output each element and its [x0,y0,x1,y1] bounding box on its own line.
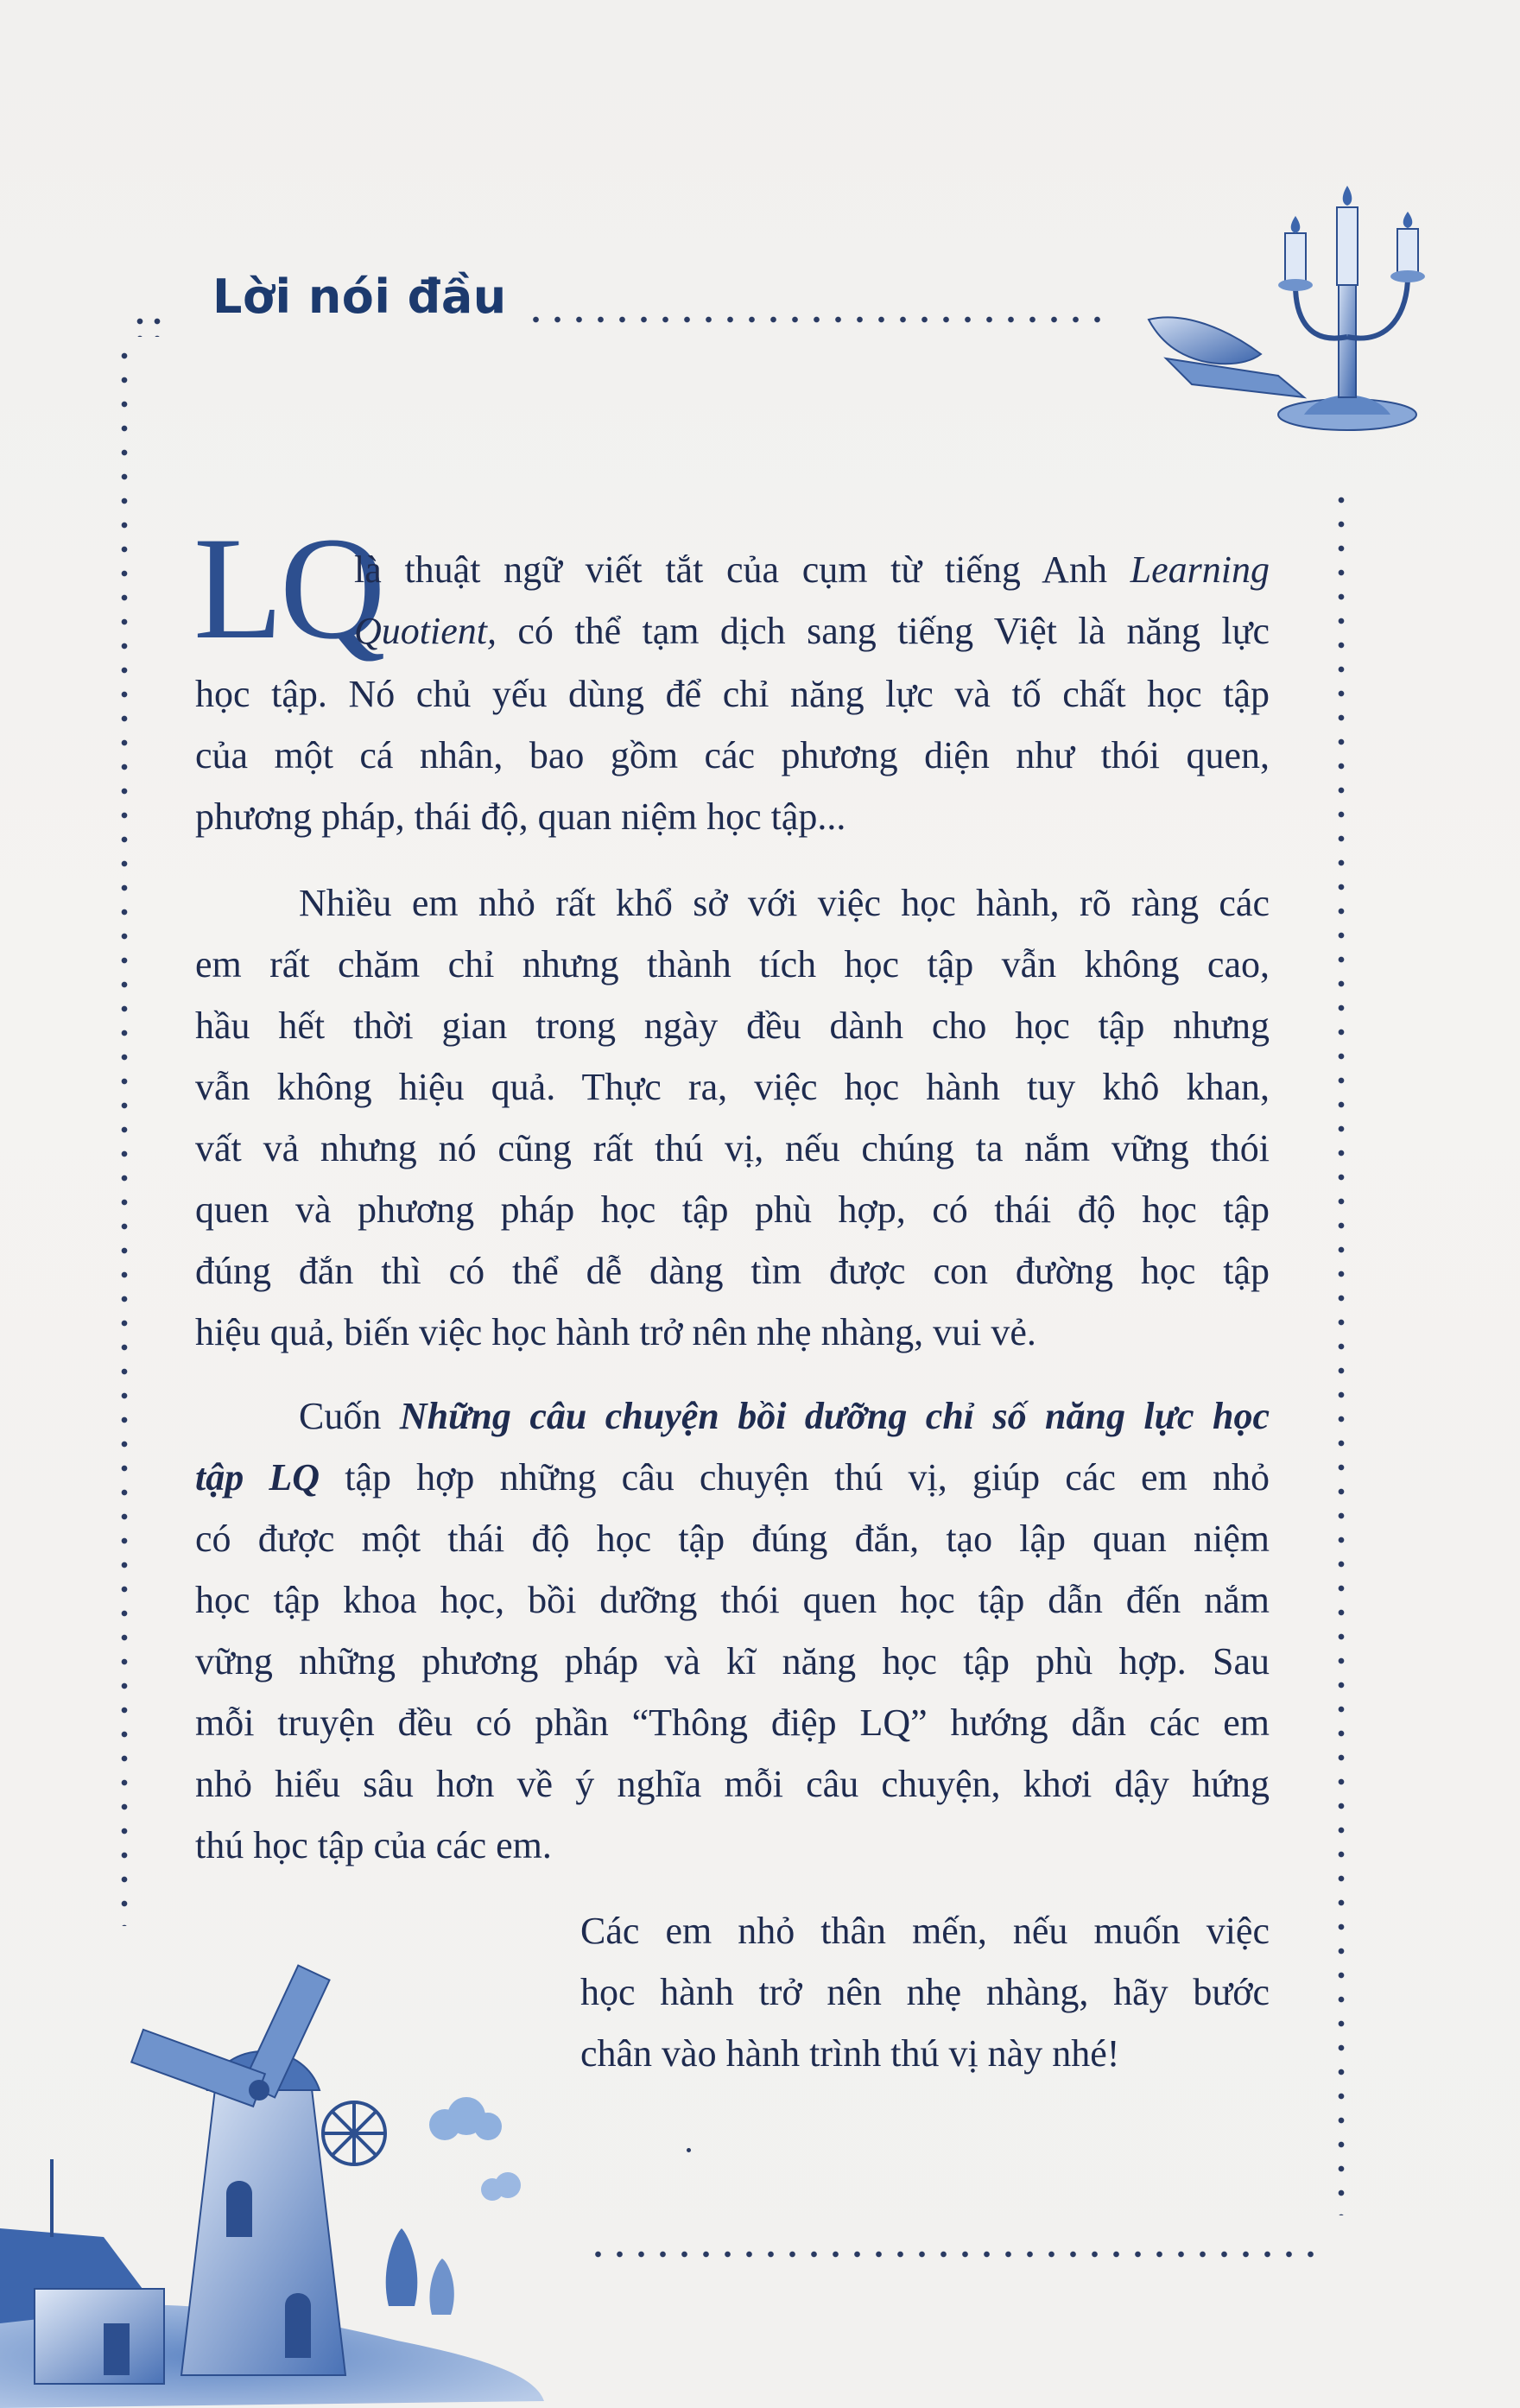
paragraph-2-line: quen và phương pháp học tập phù hợp, có thái độ học tập [195,1188,1270,1231]
paragraph-4 [580,1900,1270,2084]
paragraph-3 [195,1385,1270,1876]
paragraph-2-line: vẫn không hiệu quả. Thực ra, việc học hành tuy khô khan, [195,1066,1270,1108]
paragraph-2-line: Nhiều em nhỏ rất khổ sở với việc học hành, rõ ràng các [299,882,1270,924]
paragraph-3-line: nhỏ hiểu sâu hơn về ý nghĩa mỗi câu chuyện, khơi dậy hứng [195,1763,1270,1805]
paragraph-3-line: có được một thái độ học tập đúng đắn, tạo lập quan niệm [195,1518,1270,1560]
paragraph-3-line: mỗi truyện đều có phần “Thông điệp LQ” hướng dẫn các em [195,1701,1270,1744]
frame-dots-top-lead [131,313,166,337]
stray-dot [687,2148,691,2152]
paragraph-3-line: vững những phương pháp và kĩ năng học tập phù hợp. Sau [195,1640,1270,1682]
paragraph-4-line: chân vào hành trình thú vị này nhé! [580,2032,1120,2075]
frame-dots-bottom [587,2251,1321,2258]
paragraph-3-line: thú học tập của các em. [195,1824,552,1866]
paragraph-2 [195,872,1270,1363]
paragraph-1-line-5: phương pháp, thái độ, quan niệm học tập... [195,795,846,838]
frame-dots-top [525,316,1112,323]
paragraph-1-line-2: Quotient, có thể tạm dịch sang tiếng Việt là năng lực [354,610,1270,652]
drop-cap: LQ [193,507,383,669]
paragraph-2-line: em rất chăm chỉ nhưng thành tích học tập vẫn không cao, [195,943,1270,985]
candelabra-quill-illustration [1131,181,1442,449]
paragraph-2-line: hiệu quả, biến việc học hành trở nên nhẹ nhàng, vui vẻ. [195,1311,1036,1353]
page-title: Lời nói đầu [212,269,507,324]
book-title-part-2: tập LQ [195,1456,320,1499]
paragraph-3-line: học tập khoa học, bồi dưỡng thói quen học tập dẫn đến nắm [195,1579,1270,1621]
paragraph-3-line-1: Cuốn Những câu chuyện bồi dưỡng chỉ số năng lực học [299,1395,1270,1437]
paragraph-2-line: hầu hết thời gian trong ngày đều dành cho học tập nhưng [195,1004,1270,1047]
paragraph-1-body [195,663,1270,847]
paragraph-2-line: vất vả nhưng nó cũng rất thú vị, nếu chúng ta nắm vững thói [195,1127,1270,1169]
paragraph-1-line-1: là thuật ngữ viết tắt của cụm từ tiếng Anh Learning [354,548,1270,591]
paragraph-4-line: Các em nhỏ thân mến, nếu muốn việc [580,1910,1270,1952]
paragraph-3-line-2: tập LQ tập hợp những câu chuyện thú vị, giúp các em nhỏ [195,1456,1270,1499]
windmill-illustration [0,1943,553,2408]
frame-dots-left [121,344,128,1926]
paragraph-4-line: học hành trở nên nhẹ nhàng, hãy bước [580,1971,1270,2013]
paragraph-1-line-3: học tập. Nó chủ yếu dùng để chỉ năng lực và tố chất học tập [195,673,1270,715]
paragraph-1-line-4: của một cá nhân, bao gồm các phương diện như thói quen, [195,734,1270,776]
frame-dots-right [1338,488,1345,2215]
book-title-part-1: Những câu chuyện bồi dưỡng chỉ số năng lực học [399,1395,1270,1437]
paragraph-1-intro [354,539,1270,662]
paragraph-2-line: đúng đắn thì có thể dễ dàng tìm được con đường học tập [195,1250,1270,1292]
